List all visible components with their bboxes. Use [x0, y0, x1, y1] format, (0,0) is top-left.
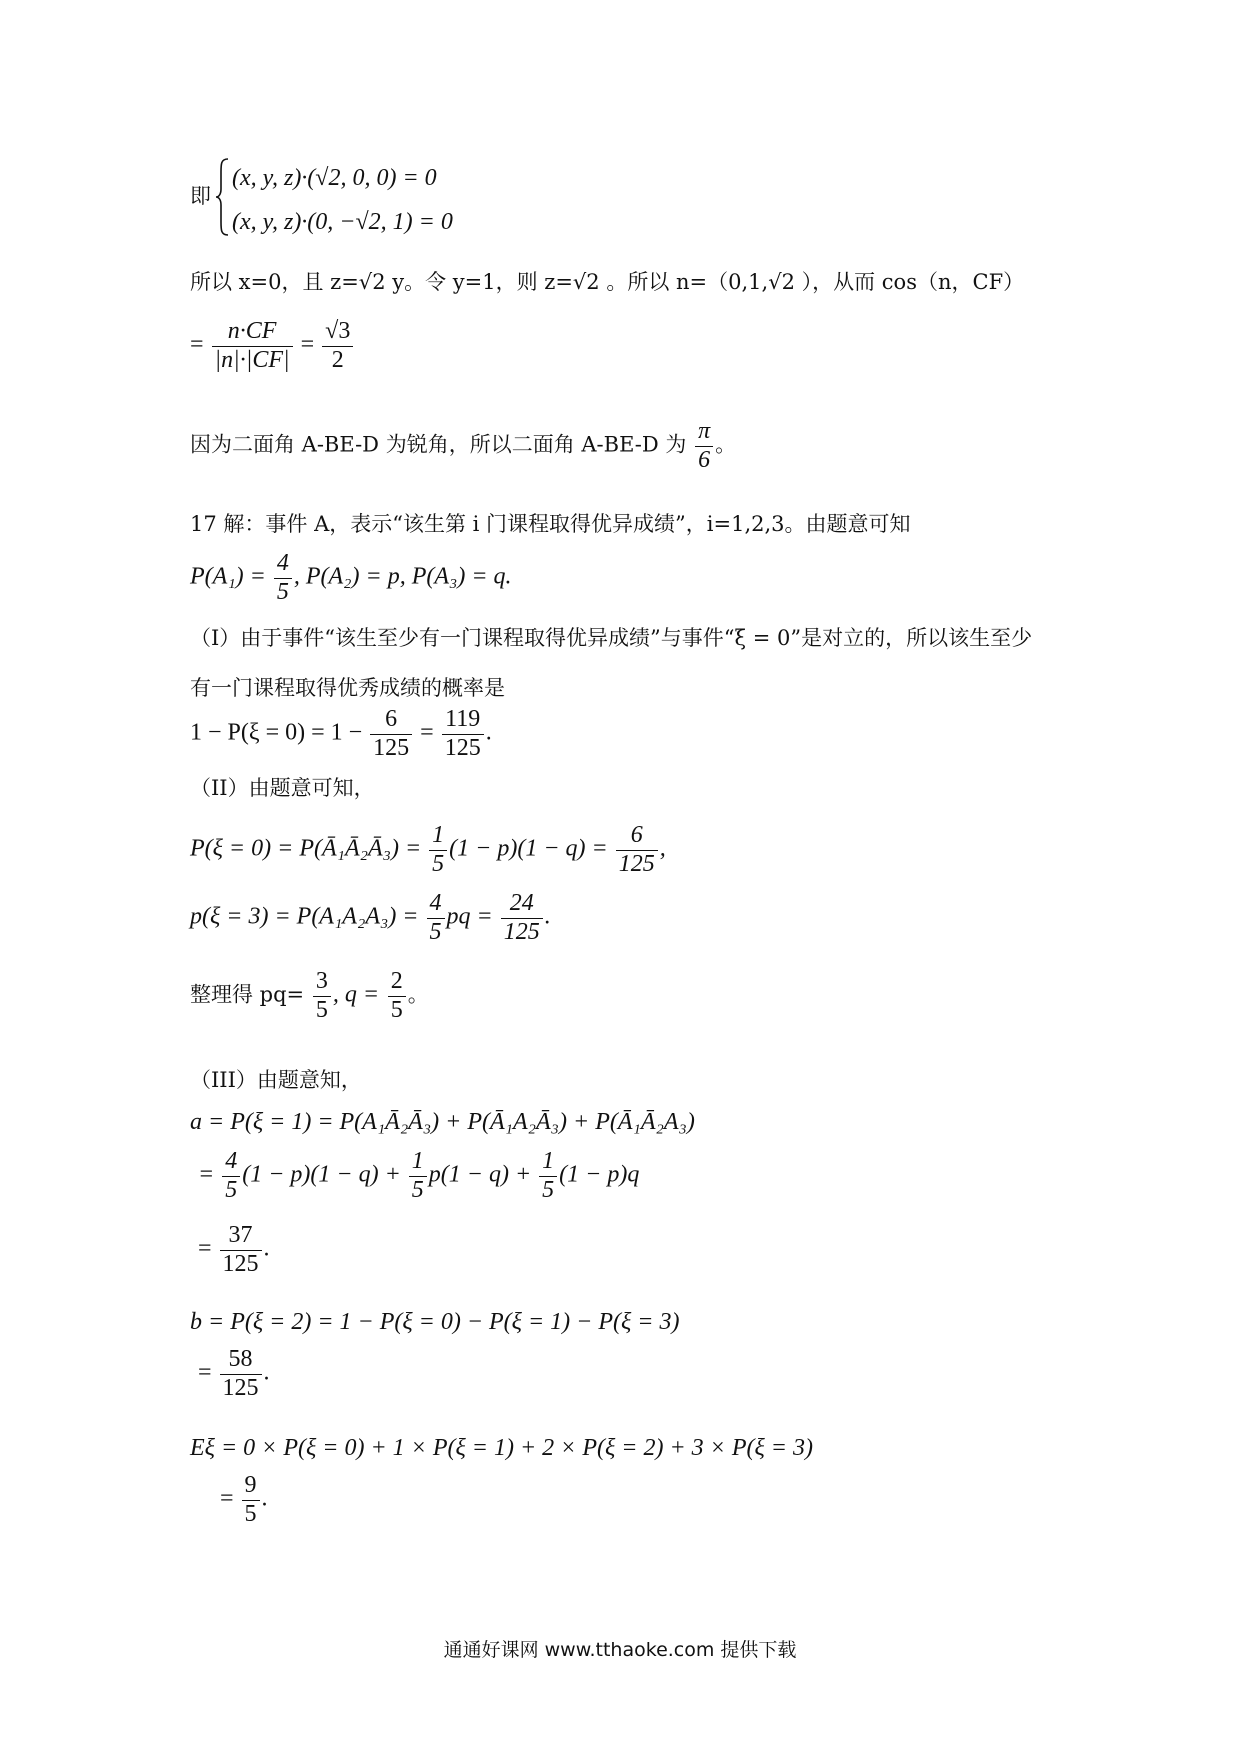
frac-den: 5	[244, 1500, 257, 1527]
part-1-result	[190, 706, 492, 762]
equation-2: (x, y, z)·(0, −√2, 1) = 0	[232, 209, 453, 235]
b-value	[198, 1346, 270, 1402]
pi-numerator: π	[695, 418, 713, 447]
frac-num: 9	[242, 1472, 260, 1501]
period: 。	[407, 982, 429, 1007]
frac-num: 6	[370, 706, 412, 735]
equals: =	[420, 719, 434, 746]
expr: p(ξ = 3) = P(A₁A₂A₃) =	[190, 903, 419, 930]
equals: =	[220, 1485, 234, 1512]
frac-num: 119	[442, 706, 484, 735]
dihedral-text: 因为二面角 A-BE-D 为锐角，所以二面角 A-BE-D 为	[190, 432, 687, 457]
dihedral-angle-line	[190, 418, 736, 474]
a-value	[198, 1222, 270, 1278]
pq-result	[190, 968, 429, 1024]
frac-den: 125	[222, 1250, 259, 1277]
frac-num: 37	[220, 1222, 262, 1251]
frac-den: 5	[429, 918, 442, 945]
frac-num: 1	[429, 822, 447, 851]
frac-num: 4	[274, 550, 292, 579]
frac-num: 1	[539, 1148, 557, 1177]
b-definition: b = P(ξ = 2) = 1 − P(ξ = 0) − P(ξ = 1) − P(ξ = 3)	[190, 1309, 680, 1335]
footer-text: 通通好课网 www.tthaoke.com 提供下载	[443, 1639, 797, 1661]
expr: P(ξ = 0) = P(Ā₁Ā₂Ā₃) =	[190, 835, 422, 862]
frac-den: 5	[276, 578, 289, 605]
left-brace	[215, 158, 229, 236]
part-3-heading: （III）由题意知，	[190, 1068, 362, 1092]
frac-den: 5	[411, 1176, 424, 1203]
pa2-pa3: , P(A₂) = p, P(A₃) = q.	[293, 563, 512, 590]
expr: 1 − P(ξ = 0) = 1 −	[190, 719, 363, 746]
frac-den: 125	[618, 850, 655, 877]
equals: =	[198, 1235, 212, 1262]
frac-den: 5	[390, 996, 403, 1023]
expr: , q =	[332, 981, 380, 1008]
frac-den: 5	[432, 850, 445, 877]
cos-formula: = $\frac{n\cdot CF}{|n|\cdot|CF|}$ = $\frac{√3}{2}$	[190, 318, 355, 374]
frac-num: 6	[616, 822, 658, 851]
equals: =	[198, 1359, 212, 1386]
text-line-normal-vector: 所以 x=0，且 z=√2 y。令 y=1，则 z=√2 。所以 n=（0,1,√2 ），从而 cos（n，CF）	[190, 270, 1025, 294]
frac-num: 3	[313, 968, 331, 997]
frac-num: 58	[220, 1346, 262, 1375]
expr: 整理得 pq=	[190, 982, 305, 1007]
comma: ,	[659, 835, 666, 862]
part-2-heading: （II）由题意可知，	[190, 776, 375, 800]
expr: (1 − p)(1 − q) +	[242, 1161, 401, 1188]
equals: =	[198, 1161, 215, 1188]
p-xi-3	[190, 890, 551, 946]
part-1-text: （I）由于事件“该生至少有一门课程取得优异成绩”与事件“ξ = 0”是对立的，所以该生至少	[190, 626, 1033, 650]
problem-17-intro: 17 解：事件 A，表示“该生第 i 门课程取得优异成绩”，i=1,2,3。由题意可知	[190, 512, 911, 536]
period: .	[544, 903, 551, 930]
frac-num: 24	[501, 890, 543, 919]
frac-num: 4	[427, 890, 445, 919]
frac-num: 4	[222, 1148, 240, 1177]
expr: p(1 − q) +	[428, 1161, 532, 1188]
frac-den: 5	[542, 1176, 555, 1203]
expr: (1 − p)(1 − q) =	[449, 835, 608, 862]
frac-num: 1	[409, 1148, 427, 1177]
p-xi-0	[190, 822, 666, 878]
cos-result-numerator: √3	[322, 318, 353, 347]
frac-den: 125	[222, 1374, 259, 1401]
pa1-label: P(A₁) =	[190, 563, 266, 590]
cos-equals: =	[300, 331, 315, 358]
period: 。	[715, 432, 737, 457]
frac-den: 125	[503, 918, 540, 945]
frac-num: 2	[388, 968, 406, 997]
period: .	[485, 719, 492, 746]
frac-den: 5	[225, 1176, 238, 1203]
cos-result-denominator: 2	[331, 346, 344, 373]
probability-definitions	[190, 550, 512, 606]
pi-denominator: 6	[698, 446, 711, 473]
system-prefix: 即	[190, 184, 211, 208]
expr: pq =	[446, 903, 493, 930]
frac-den: 125	[444, 734, 481, 761]
frac-den: 125	[373, 734, 410, 761]
a-definition: a = P(ξ = 1) = P(A₁Ā₂Ā₃) + P(Ā₁A₂Ā₃) + P(Ā₁Ā₂A₃)	[190, 1109, 695, 1135]
expr: (1 − p)q	[559, 1161, 640, 1188]
cos-numerator: n·CF	[212, 318, 293, 347]
cos-denominator: |n|·|CF|	[214, 346, 290, 373]
period: .	[263, 1359, 270, 1386]
expectation-value	[220, 1472, 268, 1528]
a-expansion	[198, 1148, 639, 1204]
expectation-definition: Eξ = 0 × P(ξ = 0) + 1 × P(ξ = 1) + 2 × P(ξ = 2) + 3 × P(ξ = 3)	[190, 1435, 813, 1461]
period: .	[263, 1235, 270, 1262]
frac-den: 5	[315, 996, 328, 1023]
period: .	[261, 1485, 268, 1512]
equation-1: (x, y, z)·(√2, 0, 0) = 0	[232, 165, 437, 191]
part-1-text-cont: 有一门课程取得优秀成绩的概率是	[190, 676, 505, 700]
